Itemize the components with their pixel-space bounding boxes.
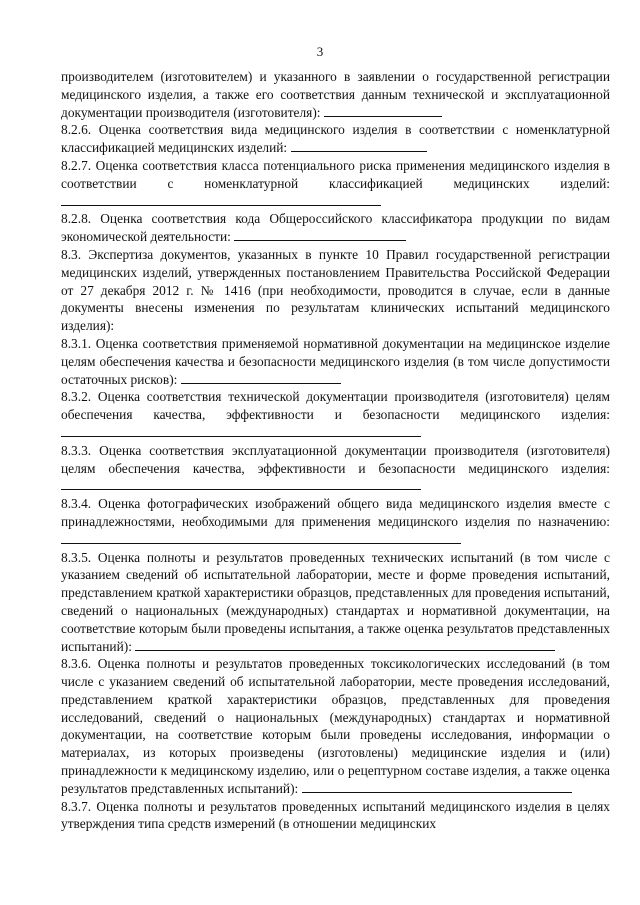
fill-blank bbox=[181, 372, 341, 384]
paragraph-8-3-3 bbox=[61, 442, 610, 495]
paragraph-text: 8.2.8. Оценка соответствия кода Общероссийского классификатора продукции по видам экономической деятельности: bbox=[61, 211, 610, 245]
paragraph-text: 8.3.4. Оценка фотографических изображений общего вида медицинского изделия вместе с принадлежностями, необходимыми для применения медицинского изделия по назначению: bbox=[61, 496, 610, 529]
paragraph-8-3-6 bbox=[61, 655, 610, 797]
paragraph-text: 8.3.6. Оценка полноты и результатов проведенных токсикологических исследований (в том числе с указанием сведений об испытательной лаборатории, месте проведения исследований, представлением краткой характеристики образцов, представленных для проведения исследований, сведений о национальных (международных) стандартах и нормативной документации, на соответствие которым были проведены исследования, информации о материалах, из которых произведены (изготовлены) медицинские изделия и (или) принадлежности к медицинскому изделию, или о рецептурном составе изделия, а также оценка результатов представленных испытаний): bbox=[61, 656, 610, 796]
paragraph-8-3-2 bbox=[61, 388, 610, 441]
fill-blank bbox=[61, 532, 461, 544]
paragraph-text: 8.3.2. Оценка соответствия технической документации производителя (изготовителя) целям обеспечения качества, эффективности и безопасности медицинского изделия: bbox=[61, 389, 610, 423]
fill-blank bbox=[302, 781, 572, 793]
fill-blank bbox=[61, 478, 421, 490]
paragraph-text: 8.3.7. Оценка полноты и результатов проведенных испытаний медицинского изделия в целях утверждения типа средств измерений (в отношении медицинских bbox=[61, 798, 610, 832]
paragraph-8-3-4 bbox=[61, 495, 610, 548]
fill-blank bbox=[61, 194, 381, 206]
page-number: 3 bbox=[316, 44, 324, 59]
paragraph-text: 8.2.7. Оценка соответствия класса потенциального риска применения медицинского изделия в соответствии с номенклатурной классификацией медицинских изделий: bbox=[61, 157, 610, 191]
fill-blank bbox=[61, 425, 421, 437]
paragraph-8-3-7 bbox=[61, 798, 610, 834]
fill-blank bbox=[234, 229, 406, 241]
paragraph-8-2-7 bbox=[61, 157, 610, 210]
paragraph-8-3-1 bbox=[61, 335, 610, 388]
paragraph-text: 8.3.3. Оценка соответствия эксплуатационной документации производителя (изготовителя) целям обеспечения качества, эффективности и безопасности медицинского изделия: bbox=[61, 442, 610, 476]
paragraph-8-2-8 bbox=[61, 210, 610, 246]
paragraph-text: 8.3. Экспертиза документов, указанных в пункте 10 Правил государственной регистрации медицинских изделий, утвержденных постановлением Правительства Российской Федерации от 27 декабря 2012 г. № 1416 (при необходимости, проводится в случае, если в данные документы внесены изменения по результатам клинических испытаний медицинского изделия): bbox=[61, 246, 610, 334]
fill-blank bbox=[135, 639, 555, 651]
paragraph-text: 8.3.5. Оценка полноты и результатов проведенных технических испытаний (в том числе с указанием сведений об испытательной лаборатории, месте и форме проведения испытаний, представлением краткой характеристики образцов, представленных для проведения испытаний, сведений о национальных (международных) стандартах и нормативной документации, на соответствие которым были проведены испытания, а также оценка результатов представленных испытаний): bbox=[61, 549, 611, 654]
document-body bbox=[61, 68, 610, 833]
paragraph-8-3-5 bbox=[61, 549, 610, 656]
paragraph-text: 8.2.6. Оценка соответствия вида медицинского изделия в соответствии с номенклатурной классификацией медицинских изделий: bbox=[61, 122, 610, 156]
paragraph-text: производителем (изготовителем) и указанного в заявлении о государственной регистрации медицинского изделия, а также его соответствия данным технической и эксплуатационной документации производителя (изготовителя): bbox=[61, 69, 610, 120]
paragraph-continuation bbox=[61, 68, 610, 121]
paragraph-text: 8.3.1. Оценка соответствия применяемой нормативной документации на медицинское изделие целям обеспечения качества и безопасности медицинского изделия (в том числе допустимости остаточных рисков): bbox=[61, 335, 610, 387]
fill-blank bbox=[324, 105, 442, 117]
paragraph-8-3 bbox=[61, 246, 610, 335]
fill-blank bbox=[291, 140, 427, 152]
paragraph-8-2-6 bbox=[61, 121, 610, 157]
